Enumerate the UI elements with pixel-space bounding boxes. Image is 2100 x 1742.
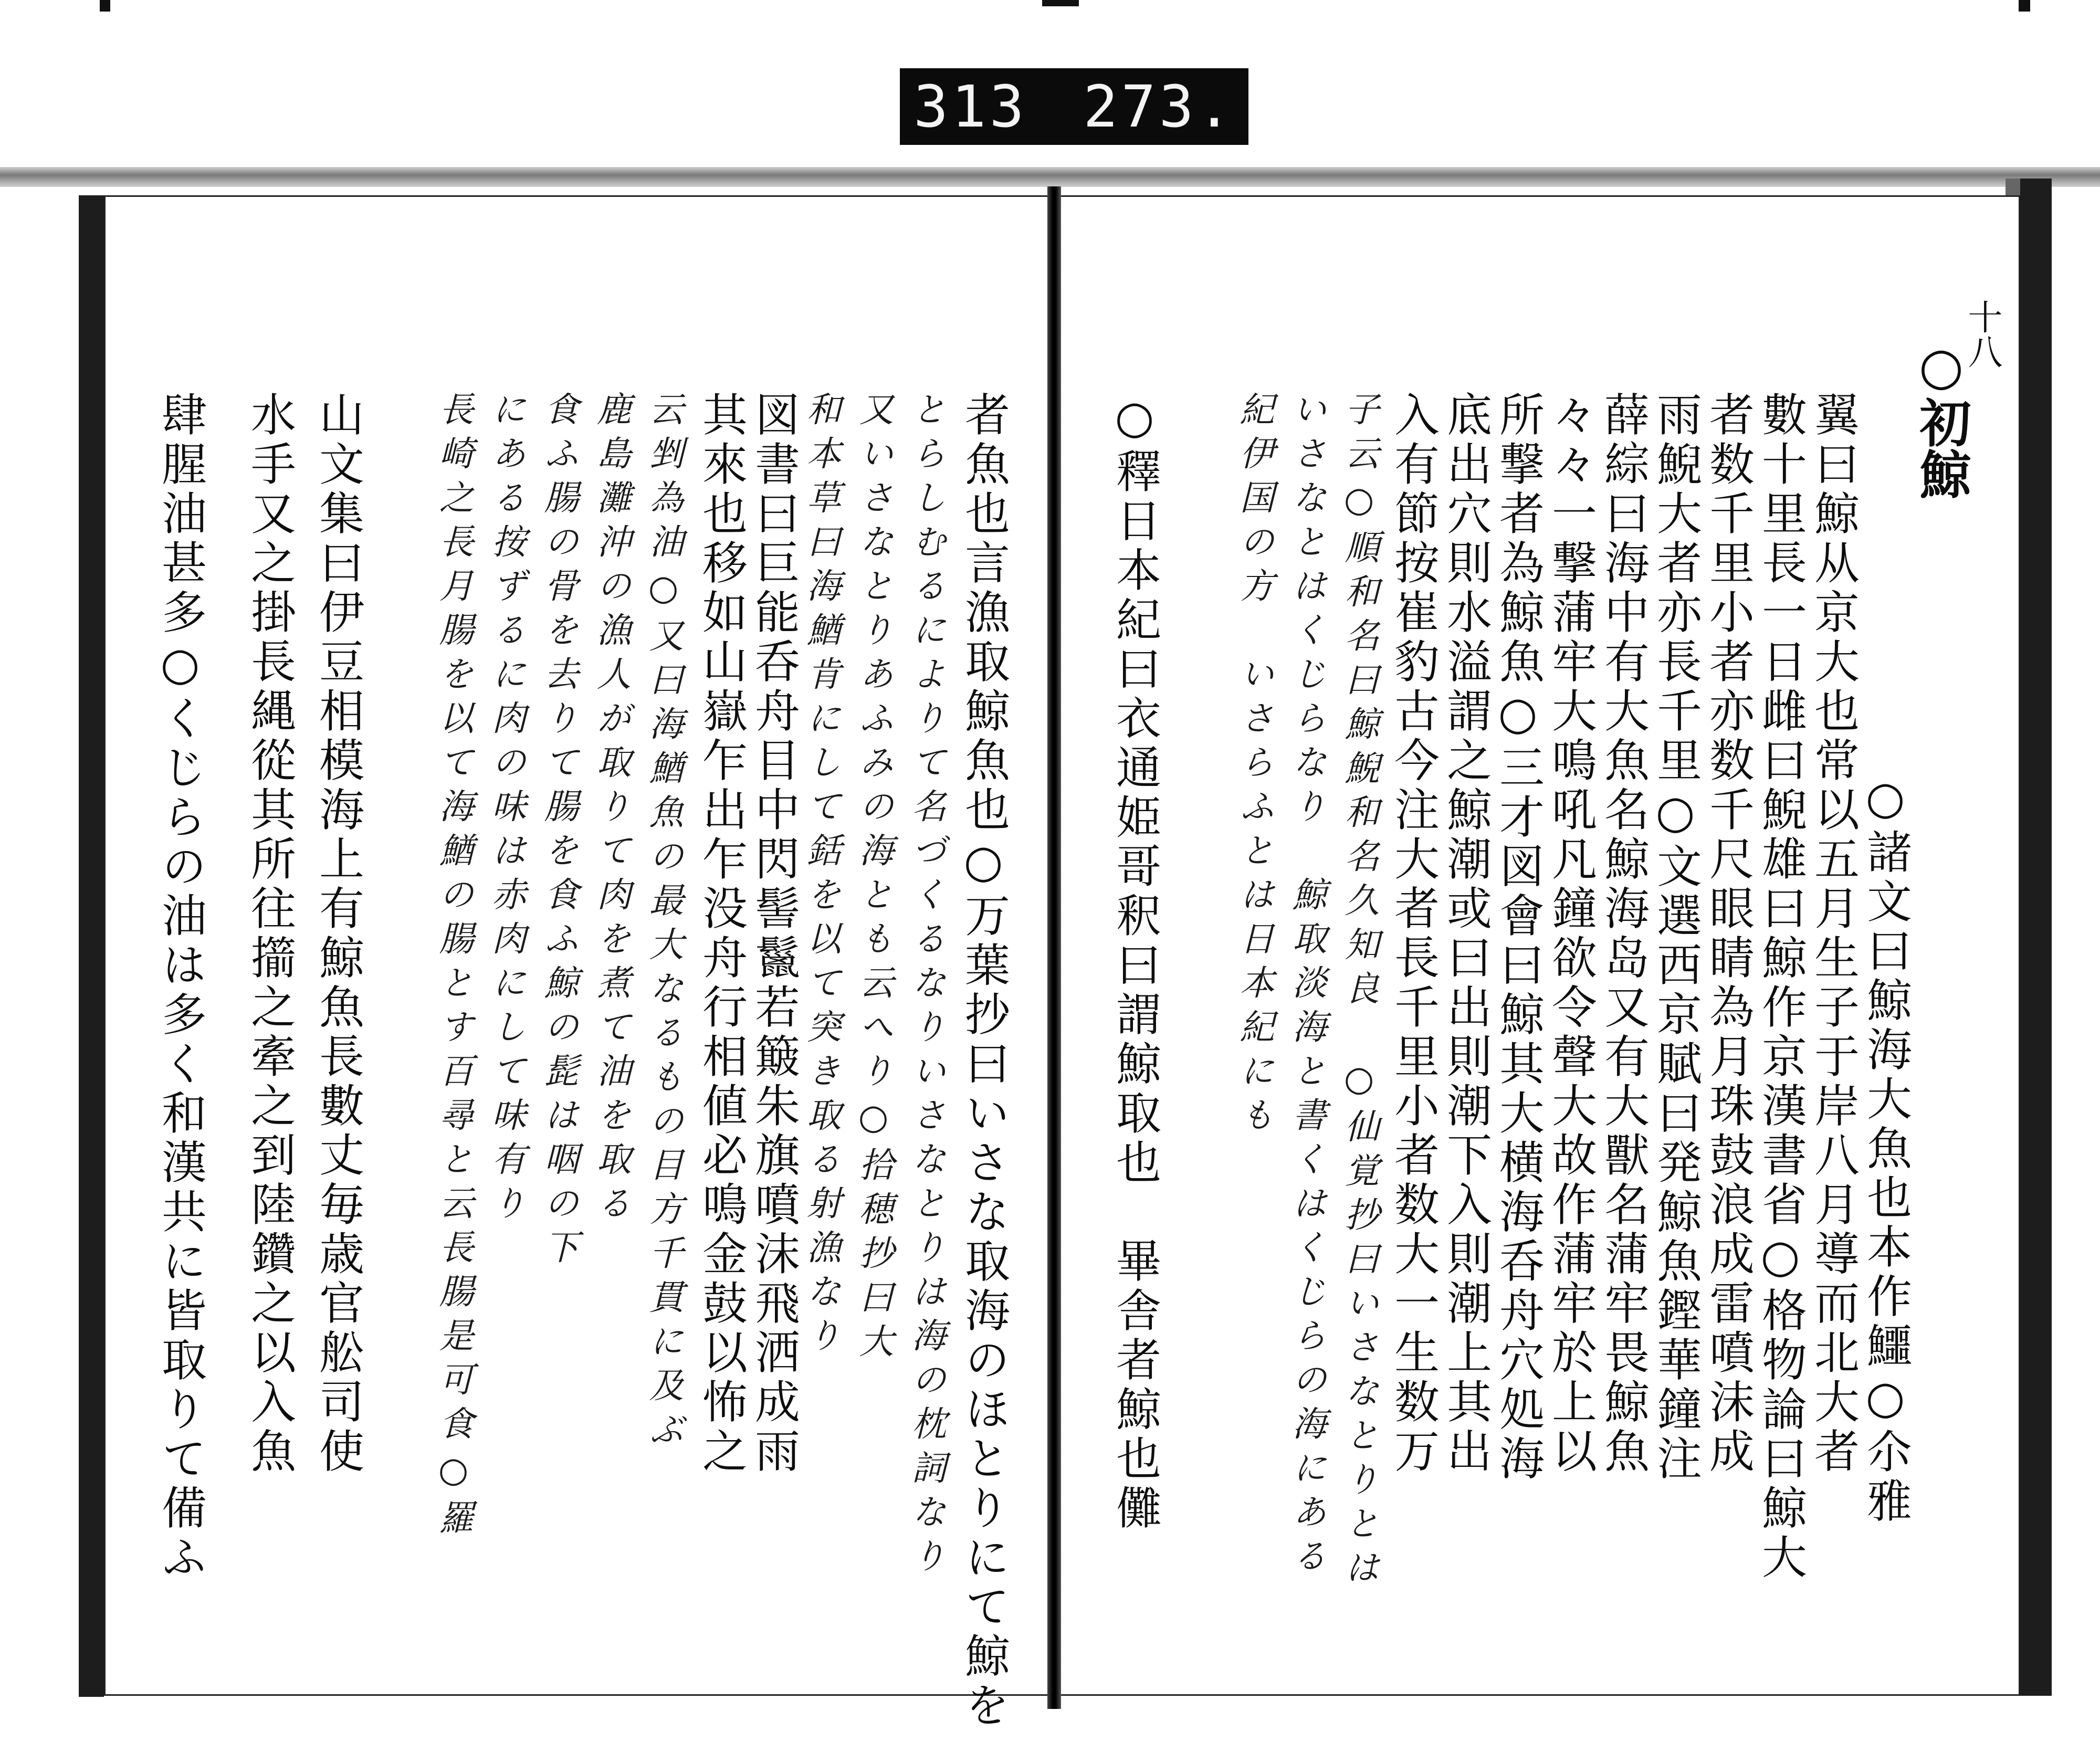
text-column: ○釋日本紀曰衣通姫哥釈曰謂鯨取也 畢舎者鯨也儺: [1108, 391, 1161, 1534]
text-column: 子云○順和名曰鯨鯢和名久知良 ○仙覚抄曰いさなとりとは: [1339, 391, 1379, 1593]
text-column: 雨鯢大者亦長千里○文選西京賦曰発鯨魚鏗華鐘注: [1649, 391, 1702, 1484]
text-column: 其來也移如山嶽乍出乍没舟行相値必鳴金鼓以怖之: [695, 391, 747, 1477]
right-cover-edge: [2020, 179, 2052, 1696]
text-column: 鹿島灘沖の漁人が取りて肉を煮て油を取る: [591, 391, 631, 1229]
frame-number-left: 313: [914, 73, 1027, 140]
page-number: 十八: [1962, 299, 2002, 369]
text-column: 長崎之長月腸を以て海鰌の腸とす百尋と云長腸是可食○羅: [433, 391, 474, 1544]
frame-number-label: [900, 68, 1248, 145]
text-column: 々々一撃蒲牢大鳴吼凡鐘欲令聲大故作蒲牢於上以: [1544, 391, 1597, 1477]
text-column: ○諸文曰鯨海大魚也本作鱷○尒雅: [1859, 772, 1912, 1527]
text-column: 図書曰巨能呑舟目中閃髻鬣若簸朱旗噴沫飛洒成雨: [747, 391, 800, 1477]
text-column: 和本草曰海鰌肯にして銛を以て突き取る射漁なり: [801, 391, 841, 1361]
text-column: 水手又之掛長縄從其所往擶之牽之到陸鑽之以入魚: [243, 391, 296, 1477]
text-column: とらしむるによりて名づくるなりいさなとりは海の枕詞なり: [906, 391, 946, 1582]
text-column: 山文集曰伊豆相模海上有鯨魚長數丈毎歳官舩司使: [311, 391, 364, 1477]
text-column: 食ふ腸の骨を去りて腸を食ふ鯨の髭は咽の下: [538, 391, 579, 1273]
text-column: 底出穴則水溢謂之鯨潮或曰出則潮下入則潮上其出: [1439, 391, 1492, 1477]
text-column: にある按ずるに肉の味は赤肉にして味有り: [486, 391, 526, 1229]
text-column: 翼曰鯨从京大也常以五月生子于岸八月導而北大者: [1807, 391, 1859, 1477]
binding-edge: [0, 167, 2100, 187]
text-column: いさなとはくじらなり 鯨取淡海と書くはくじらの海にある: [1286, 391, 1327, 1582]
book-spine: [1047, 186, 1061, 1709]
text-column: 紀伊国の方 いさらふとは日本紀にも: [1234, 391, 1274, 1141]
text-column: 所撃者為鯨魚○三才図會曰鯨其大横海呑舟穴処海: [1492, 391, 1544, 1484]
text-column: 云剉為油○又曰海鰌魚の最大なるもの目方千貫に及ぶ: [643, 391, 684, 1455]
scan-edge-mark: [1042, 0, 1079, 6]
text-column: 者魚也言漁取鯨魚也○万葉抄曰いさな取海のほとりにて鯨を: [957, 391, 1010, 1731]
left-cover-edge: [79, 195, 104, 1697]
scan-edge-mark: [100, 0, 110, 12]
section-heading: ○初鯨: [1911, 336, 1971, 499]
text-column: 又いさなとりあふみの海とも云へり○拾穂抄曰大: [853, 391, 894, 1367]
text-column: 者数千里小者亦数千尺眼睛為月珠鼓浪成雷噴沫成: [1702, 391, 1754, 1477]
text-column: 入有節按崔豹古今注大者長千里小者数大一生数万: [1387, 391, 1439, 1477]
scan-edge-mark: [2019, 0, 2030, 12]
frame-number-right: 273.: [1083, 73, 1235, 140]
text-column: 薛綜曰海中有大魚名鯨海岛又有大獸名蒲牢畏鯨魚: [1597, 391, 1649, 1477]
text-column: 數十里長一日雌曰鯢雄曰鯨作京漢書省○格物論曰鯨大: [1754, 391, 1807, 1583]
text-column: 肆腥油甚多○くじらの油は多く和漢共に皆取りて備ふ: [154, 391, 206, 1583]
